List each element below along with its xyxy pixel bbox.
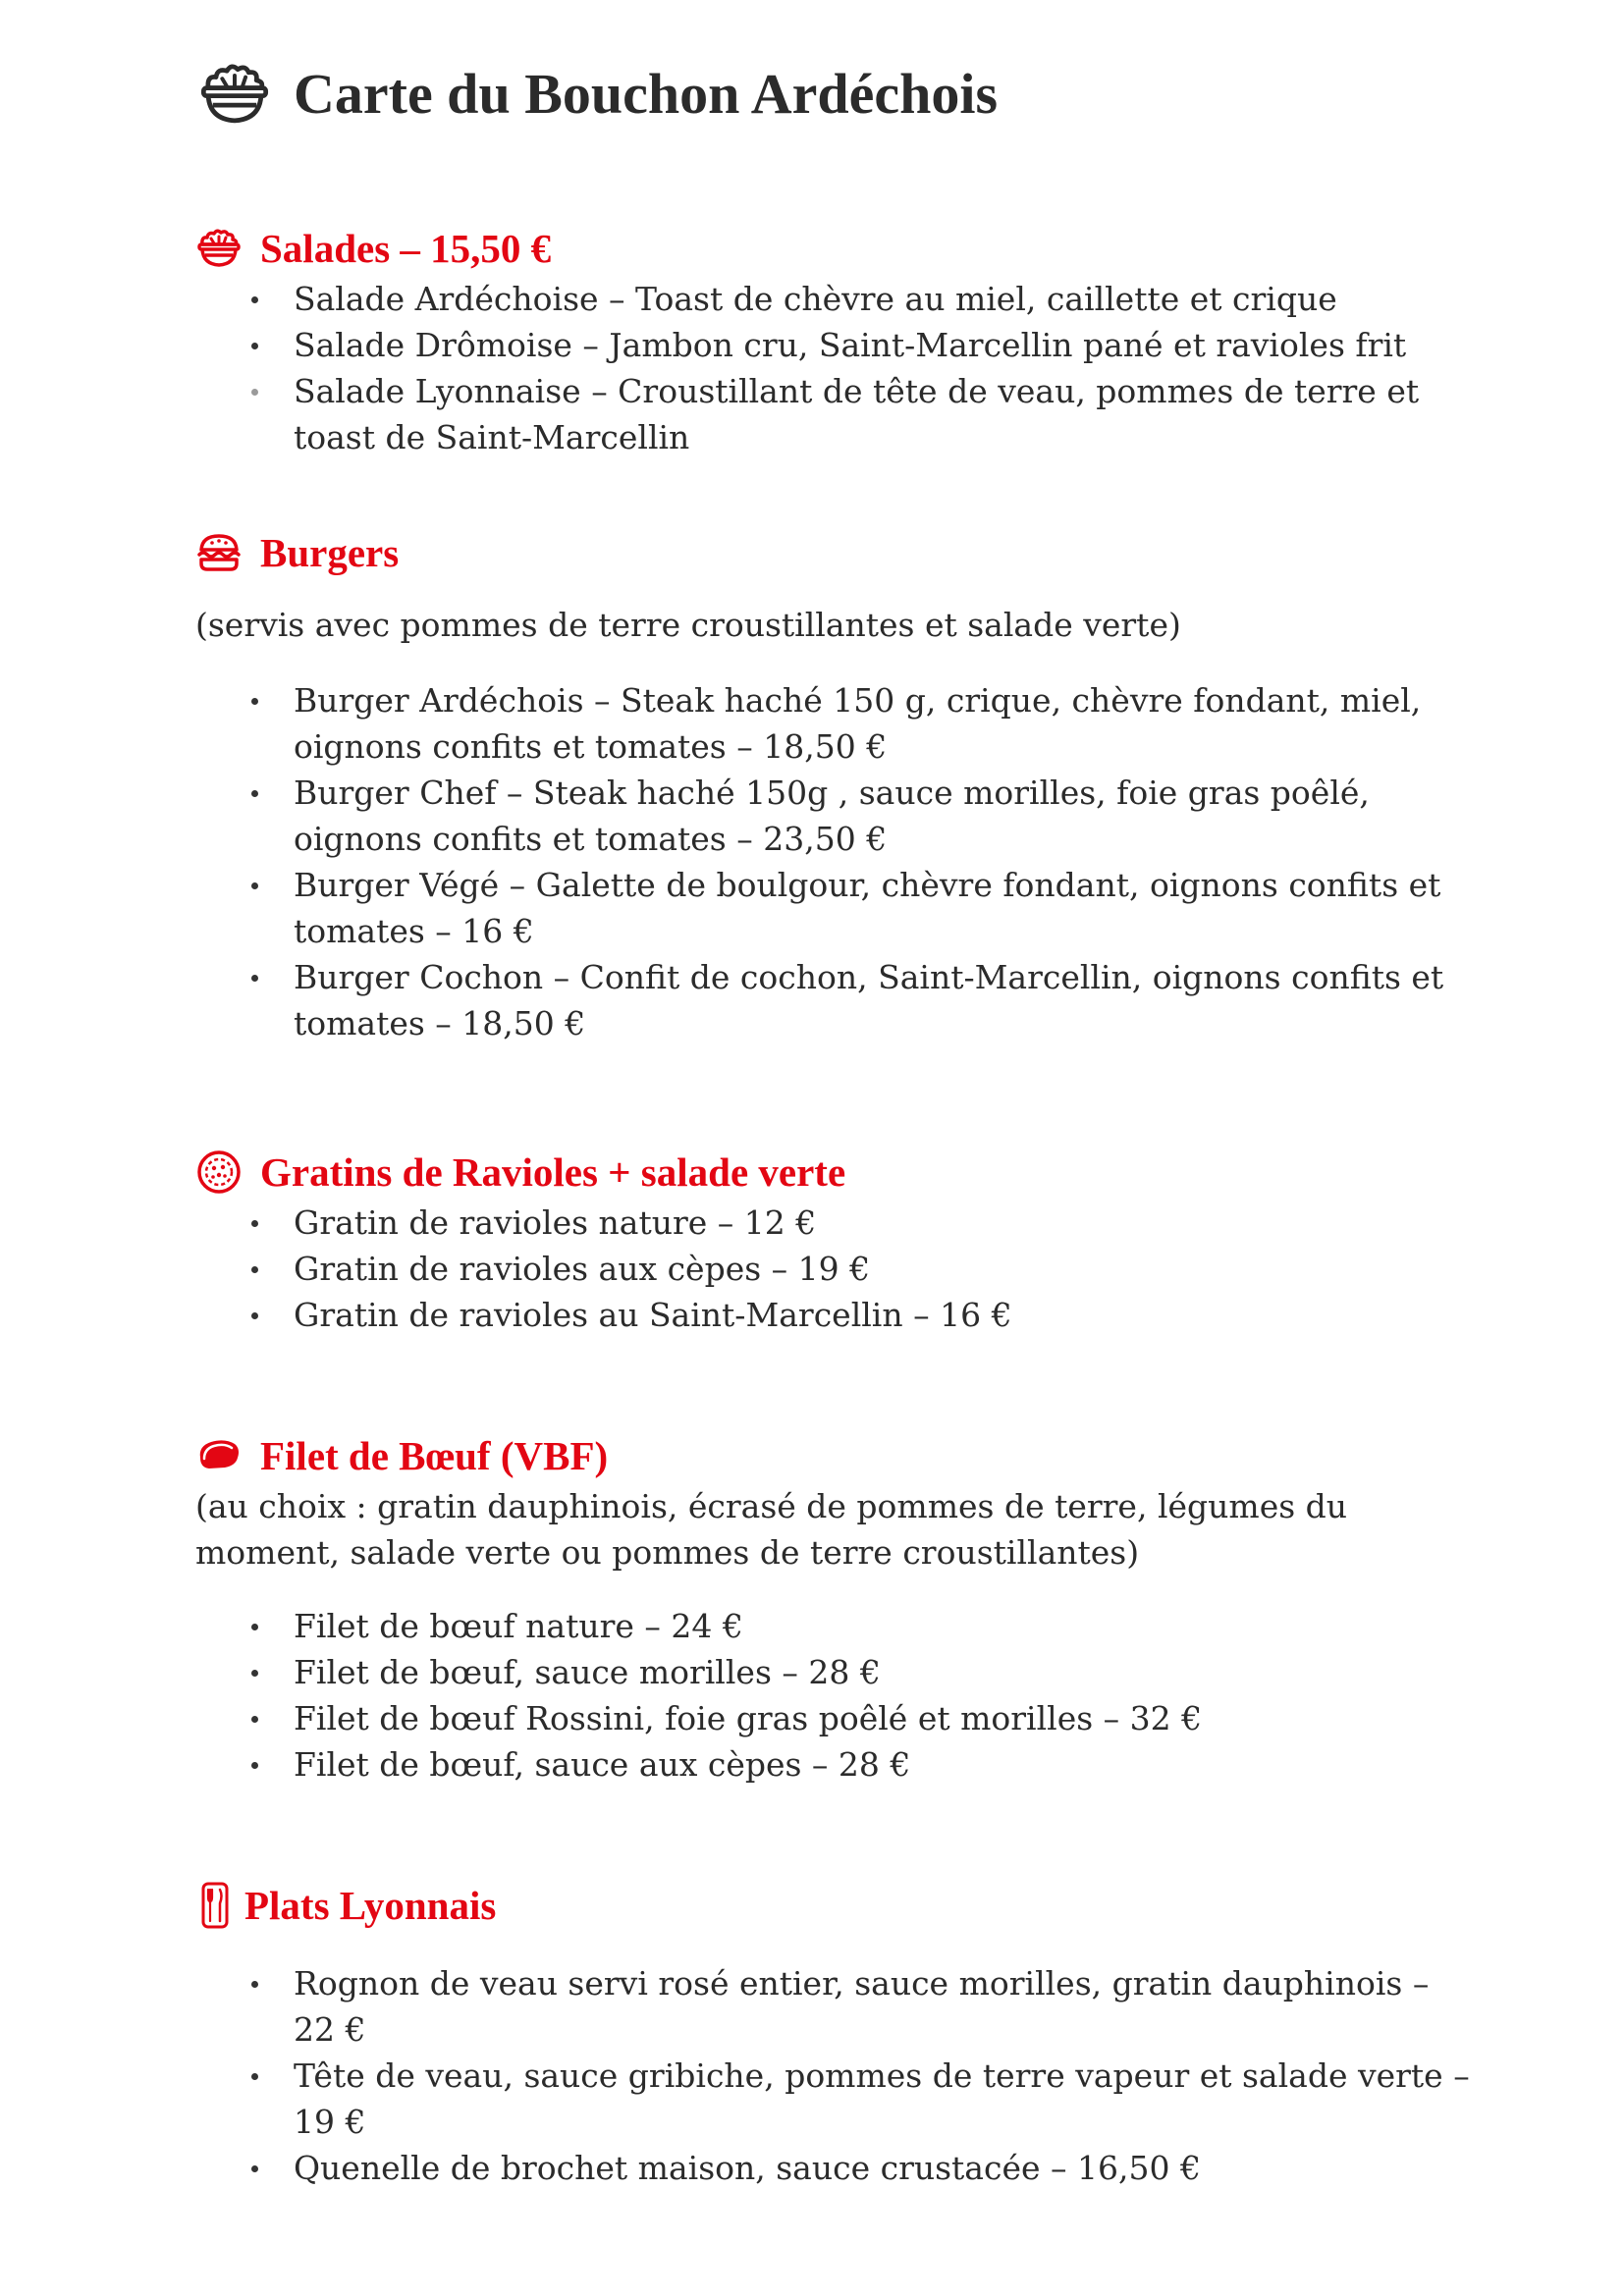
list-item: Quenelle de brochet maison, sauce crustacée – 16,50 € <box>195 2145 1472 2191</box>
list-item: Filet de bœuf, sauce morilles – 28 € <box>195 1649 1472 1695</box>
section-header <box>195 1428 1472 1483</box>
list-item: Gratin de ravioles au Saint-Marcellin – 16 € <box>195 1292 1472 1338</box>
burger-icon <box>195 529 243 576</box>
list-item: Rognon de veau servi rosé entier, sauce morilles, gratin dauphinois – 22 € <box>195 1960 1472 2053</box>
section-lyonnais <box>195 1878 1472 2191</box>
list-item: Burger Cochon – Confit de cochon, Saint-Marcellin, oignons confits et tomates – 18,50 € <box>195 954 1472 1046</box>
utensils-icon <box>201 1882 229 1929</box>
section-header <box>195 221 1472 276</box>
list-item: Burger Végé – Galette de boulgour, chèvre fondant, oignons confits et tomates – 16 € <box>195 862 1472 954</box>
list-item: Filet de bœuf, sauce aux cèpes – 28 € <box>195 1741 1472 1788</box>
list-item: Salade Drômoise – Jambon cru, Saint-Marcellin pané et ravioles frit <box>195 322 1472 368</box>
list-item: Gratin de ravioles nature – 12 € <box>195 1200 1472 1246</box>
section-title: Burgers <box>260 529 400 575</box>
section-burgers <box>195 525 1472 1046</box>
section-title: Filet de Bœuf (VBF) <box>260 1432 609 1478</box>
section-salades <box>195 221 1472 460</box>
section-filet <box>195 1428 1472 1788</box>
steak-icon <box>195 1432 243 1479</box>
section-gratins <box>195 1145 1472 1338</box>
item-list <box>195 677 1472 1046</box>
item-list <box>195 276 1472 460</box>
item-list <box>195 1960 1472 2191</box>
section-header <box>195 525 1472 580</box>
salad-bowl-icon <box>197 57 272 132</box>
item-list <box>195 1603 1472 1788</box>
section-note: (servis avec pommes de terre croustillantes et salade verte) <box>195 606 1181 644</box>
gratin-dish-icon <box>195 1148 243 1196</box>
item-list <box>195 1200 1472 1338</box>
list-item: Burger Chef – Steak haché 150g , sauce morilles, foie gras poêlé, oignons confits et tomates – 23,50 € <box>195 770 1472 862</box>
section-title: Plats Lyonnais <box>244 1882 497 1928</box>
document-header <box>197 57 998 132</box>
list-item: Salade Ardéchoise – Toast de chèvre au miel, caillette et crique <box>195 276 1472 322</box>
list-item: Filet de bœuf Rossini, foie gras poêlé et morilles – 32 € <box>195 1695 1472 1741</box>
section-note: (au choix : gratin dauphinois, écrasé de pommes de terre, légumes du moment, salade verte ou pommes de terre croustillantes) <box>195 1487 1348 1572</box>
list-item: Burger Ardéchois – Steak haché 150 g, crique, chèvre fondant, miel, oignons confits et tomates – 18,50 € <box>195 677 1472 770</box>
list-item: Salade Lyonnaise – Croustillant de tête de veau, pommes de terre et toast de Saint-Marcellin <box>195 368 1472 460</box>
page-title: Carte du Bouchon Ardéchois <box>294 62 999 126</box>
section-header <box>195 1145 1472 1200</box>
section-header <box>195 1878 1472 1933</box>
section-title: Salades – 15,50 € <box>260 225 552 271</box>
list-item: Gratin de ravioles aux cèpes – 19 € <box>195 1246 1472 1292</box>
list-item: Filet de bœuf nature – 24 € <box>195 1603 1472 1649</box>
salad-bowl-icon <box>195 225 243 272</box>
list-item: Tête de veau, sauce gribiche, pommes de terre vapeur et salade verte – 19 € <box>195 2053 1472 2145</box>
section-title: Gratins de Ravioles + salade verte <box>260 1148 846 1195</box>
